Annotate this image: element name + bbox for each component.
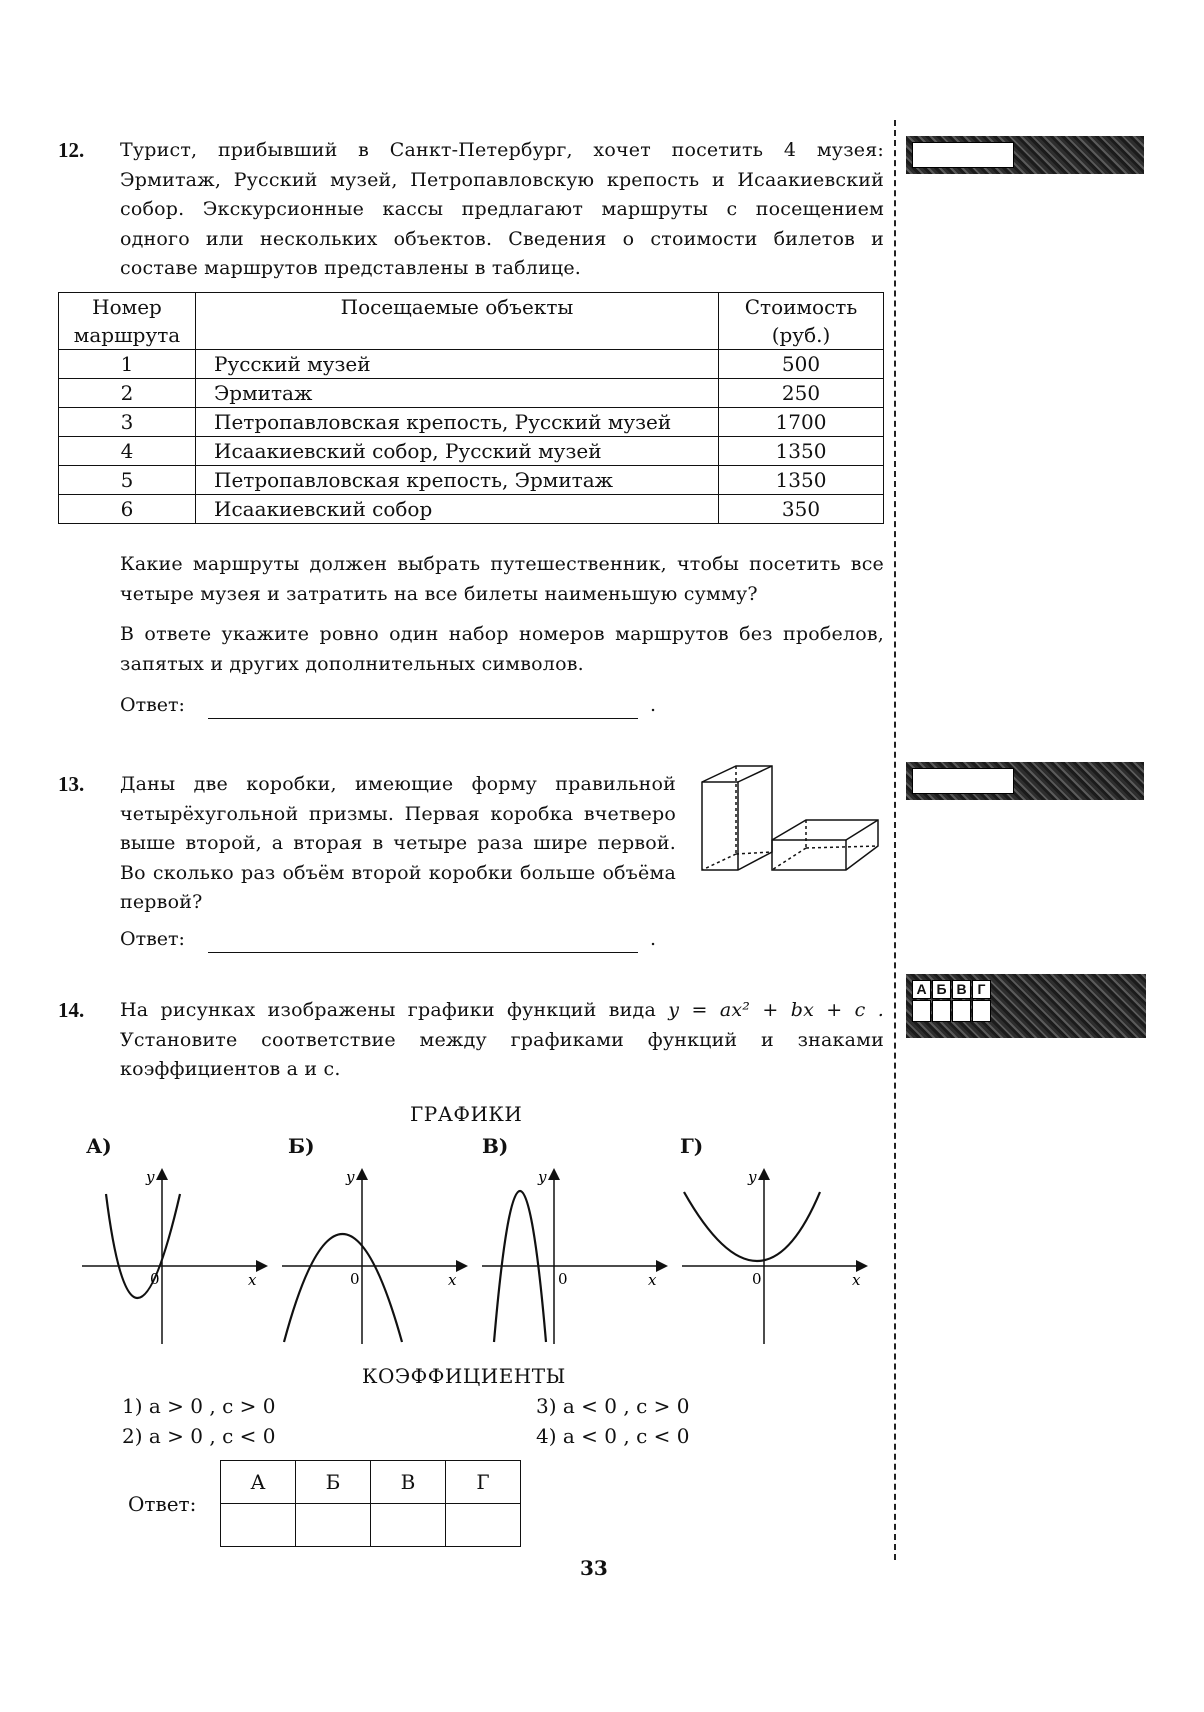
graph-label-g: Г)	[680, 1134, 704, 1158]
route-number: 1	[59, 350, 196, 379]
score-answer-cell[interactable]	[972, 1000, 991, 1022]
answer-label: Ответ:	[120, 694, 185, 716]
x-axis-label: x	[448, 1271, 457, 1289]
x-axis-label: x	[248, 1271, 257, 1289]
route-cost: 350	[719, 495, 884, 524]
graph-g	[680, 1166, 870, 1346]
score-answer-cell[interactable]	[932, 1000, 951, 1022]
score-answer-cell[interactable]	[912, 1000, 931, 1022]
route-cost: 500	[719, 350, 884, 379]
graph-b	[280, 1166, 470, 1346]
graph-v	[480, 1166, 670, 1346]
graph-a	[80, 1166, 270, 1346]
score-answer-cells	[912, 1000, 992, 1022]
coefficient-option-2: 2) a > 0 , c < 0	[122, 1424, 276, 1448]
task-12-number: 12.	[58, 138, 85, 162]
y-axis-label: y	[146, 1168, 155, 1186]
page-number: 33	[580, 1556, 608, 1580]
score-field[interactable]	[912, 768, 1014, 794]
routes-table	[58, 292, 884, 524]
route-objects: Петропавловская крепость, Эрмитаж	[196, 466, 719, 495]
table-header-row	[59, 293, 884, 350]
answer-field[interactable]	[208, 952, 638, 953]
task-14-answer-label: Ответ:	[128, 1492, 197, 1516]
task-14-answer-table	[220, 1460, 521, 1547]
origin-label: 0	[752, 1270, 762, 1288]
x-axis-label: x	[852, 1271, 861, 1289]
x-axis-label: x	[648, 1271, 657, 1289]
answer-label: Ответ:	[120, 928, 185, 950]
route-cost: 1350	[719, 437, 884, 466]
coefficients-heading: КОЭФФИЦИЕНТЫ	[362, 1364, 566, 1388]
task-13-text: Даны две коробки, имеющие форму правильной четырёхугольной призмы. Первая коробка вчетверо выше второй, а вторая в четыре раза шире первой. Во сколько раз объём второй коробки больше объёма первой?	[120, 773, 676, 913]
score-letter: Г	[972, 980, 991, 999]
answer-cell[interactable]	[221, 1504, 296, 1547]
answer-column-header: Г	[446, 1461, 521, 1504]
answer-cell[interactable]	[446, 1504, 521, 1547]
header-route-number: Номер маршрута	[59, 293, 196, 350]
route-number: 5	[59, 466, 196, 495]
header-cost: Стоимость (руб.)	[719, 293, 884, 350]
route-cost: 1350	[719, 466, 884, 495]
answer-cell[interactable]	[296, 1504, 371, 1547]
task-13-answer	[120, 928, 680, 958]
route-number: 6	[59, 495, 196, 524]
answer-period: .	[650, 694, 657, 716]
answer-column-header: Б	[296, 1461, 371, 1504]
coefficient-option-4: 4) a < 0 , c < 0	[536, 1424, 690, 1448]
y-axis-label: y	[346, 1168, 355, 1186]
table-row	[59, 437, 884, 466]
score-letter-cells	[912, 980, 992, 999]
task-13-number: 13.	[58, 772, 85, 796]
origin-label: 0	[558, 1270, 568, 1288]
score-letter: Б	[932, 980, 951, 999]
table-row	[59, 495, 884, 524]
route-cost: 250	[719, 379, 884, 408]
task-14-text	[120, 996, 884, 1085]
score-answer-cell[interactable]	[952, 1000, 971, 1022]
margin-cut-line	[894, 120, 896, 1560]
task-14-number: 14.	[58, 998, 85, 1022]
answer-field[interactable]	[208, 718, 638, 719]
task-12-intro: Турист, прибывший в Санкт-Петербург, хочет посетить 4 музея: Эрмитаж, Русский музей, Петропавловскую крепость и Исаакиевский собор. Экскурсионные кассы предлагают маршруты с посещением одного или нескольких объектов. Сведения о стоимости билетов и составе маршрутов представлены в таблице.	[120, 139, 884, 279]
score-letter: В	[952, 980, 971, 999]
answer-column-header: А	[221, 1461, 296, 1504]
route-objects: Петропавловская крепость, Русский музей	[196, 408, 719, 437]
answer-column-header: В	[371, 1461, 446, 1504]
table-row	[59, 466, 884, 495]
boxes-illustration	[696, 762, 886, 882]
answer-period: .	[650, 928, 657, 950]
coefficient-option-1: 1) a > 0 , c > 0	[122, 1394, 276, 1418]
route-number: 3	[59, 408, 196, 437]
graphs-heading: ГРАФИКИ	[410, 1102, 523, 1126]
table-row	[59, 350, 884, 379]
route-objects: Русский музей	[196, 350, 719, 379]
y-axis-label: y	[748, 1168, 757, 1186]
route-objects: Эрмитаж	[196, 379, 719, 408]
route-objects: Исаакиевский собор	[196, 495, 719, 524]
task-14-score-box	[906, 974, 1146, 1038]
route-cost: 1700	[719, 408, 884, 437]
task-12-instruction: В ответе укажите ровно один набор номеров маршрутов без пробелов, запятых и других дополнительных символов.	[120, 623, 884, 675]
coefficient-option-3: 3) a < 0 , c > 0	[536, 1394, 690, 1418]
route-number: 2	[59, 379, 196, 408]
origin-label: 0	[150, 1270, 160, 1288]
route-number: 4	[59, 437, 196, 466]
task-14-text-start: На рисунках изображены графики функций вида	[120, 999, 656, 1021]
task-14-text-rest: Установите соответствие между графиками функций и знаками коэффициентов a и c.	[120, 1028, 884, 1080]
table-row	[59, 379, 884, 408]
route-objects: Исаакиевский собор, Русский музей	[196, 437, 719, 466]
header-objects: Посещаемые объекты	[196, 293, 719, 350]
graph-label-a: А)	[86, 1134, 112, 1158]
task-12-score-box	[906, 136, 1144, 174]
answer-cell[interactable]	[371, 1504, 446, 1547]
score-letter: А	[912, 980, 931, 999]
task-13-score-box	[906, 762, 1144, 800]
task-12-question: Какие маршруты должен выбрать путешественник, чтобы посетить все четыре музея и затратить на все билеты наименьшую сумму?	[120, 553, 884, 605]
y-axis-label: y	[538, 1168, 547, 1186]
task-14-formula: y = ax² + bx + c .	[668, 999, 884, 1021]
origin-label: 0	[350, 1270, 360, 1288]
graph-label-b: Б)	[288, 1134, 315, 1158]
score-field[interactable]	[912, 142, 1014, 168]
table-row	[59, 408, 884, 437]
task-12-answer	[120, 694, 680, 724]
graph-label-v: В)	[482, 1134, 509, 1158]
